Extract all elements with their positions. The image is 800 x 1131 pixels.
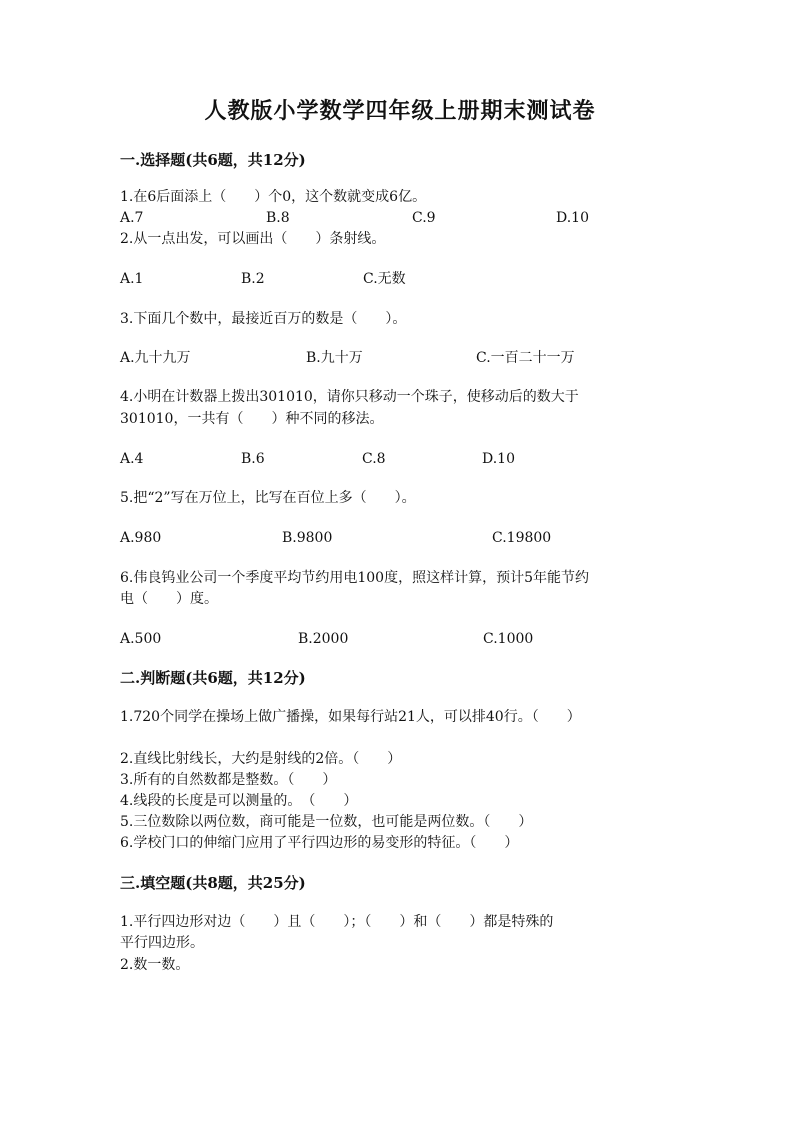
judgment-item: 1.720个同学在操场上做广播操，如果每行站21人，可以排40行。（ ） — [120, 709, 581, 725]
option-a: A.4 — [120, 451, 144, 467]
fill-item-cont: 平行四边形。 — [120, 935, 204, 951]
option-d: D.10 — [556, 210, 589, 226]
judgment-item: 4.线段的长度是可以测量的。 （ ） — [120, 793, 358, 809]
question-text: 1.在6后面添上（ ）个0，这个数就变成6亿。 — [120, 189, 427, 205]
question-text: 6.伟良钨业公司一个季度平均节约用电100度，照这样计算，预计5年能节约 — [120, 570, 589, 586]
question-text-cont: 301010，一共有（ ）种不同的移法。 — [120, 411, 384, 427]
question-text: 5.把“2”写在万位上，比写在百位上多（ ）。 — [120, 490, 416, 506]
section-heading-judgment: 二.判断题(共6题，共12分) — [120, 669, 306, 687]
fill-item: 2.数一数。 — [120, 957, 190, 973]
option-b: B.2 — [241, 271, 265, 287]
option-a: A.980 — [120, 530, 162, 546]
section-heading-choice: 一.选择题(共6题，共12分) — [120, 151, 306, 169]
question-text: 2.从一点出发，可以画出（ ）条射线。 — [120, 231, 386, 247]
option-c: C.1000 — [483, 631, 534, 647]
option-c: C.9 — [412, 210, 436, 226]
page-title: 人教版小学数学四年级上册期末测试卷 — [204, 98, 596, 124]
judgment-item: 6.学校门口的伸缩门应用了平行四边形的易变形的特征。（ ） — [120, 835, 519, 851]
option-d: D.10 — [482, 451, 515, 467]
option-b: B.九十万 — [306, 350, 363, 366]
option-b: B.6 — [241, 451, 265, 467]
option-c: C.8 — [362, 451, 386, 467]
section-heading-fill: 三.填空题(共8题，共25分) — [120, 874, 306, 892]
question-text-cont: 电（ ）度。 — [120, 591, 218, 607]
question-text: 3.下面几个数中，最接近百万的数是（ ）。 — [120, 311, 407, 327]
option-a: A.500 — [120, 631, 162, 647]
option-a: A.7 — [120, 210, 144, 226]
option-b: B.8 — [266, 210, 290, 226]
option-c: C.一百二十一万 — [476, 350, 575, 366]
option-c: C.19800 — [492, 530, 552, 546]
option-c: C.无数 — [363, 271, 406, 287]
option-b: B.2000 — [298, 631, 349, 647]
option-a: A.1 — [120, 271, 144, 287]
option-a: A.九十九万 — [120, 350, 191, 366]
judgment-item: 2.直线比射线长，大约是射线的2倍。（ ） — [120, 751, 402, 767]
option-b: B.9800 — [282, 530, 333, 546]
judgment-item: 3.所有的自然数都是整数。（ ） — [120, 772, 337, 788]
judgment-item: 5.三位数除以两位数，商可能是一位数，也可能是两位数。（ ） — [120, 814, 533, 830]
fill-item: 1.平行四边形对边（ ）且（ ）；（ ）和（ ）都是特殊的 — [120, 914, 554, 930]
question-text: 4.小明在计数器上拨出301010，请你只移动一个珠子，使移动后的数大于 — [120, 389, 579, 405]
